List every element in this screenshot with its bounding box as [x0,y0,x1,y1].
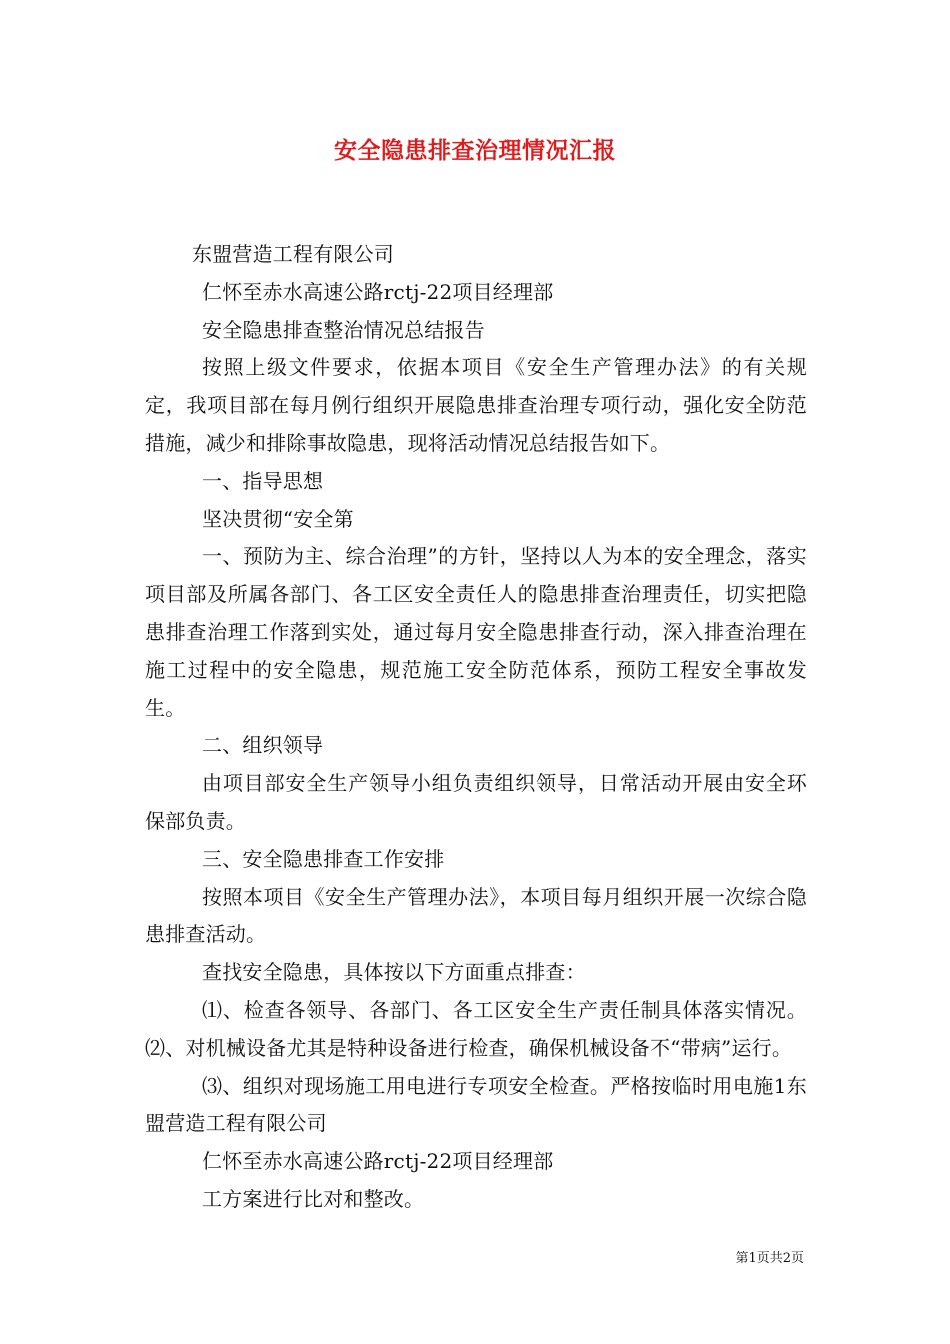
paragraph-inspection-focus: 查找安全隐患，具体按以下方面重点排查： [202,960,586,985]
page-number: 第1页共2页 [735,1251,804,1266]
document-title: 安全隐患排查治理情况汇报 [334,138,616,164]
heading-organization: 二、组织领导 [202,733,324,758]
paragraph-project-department: 仁怀至赤水高速公路rctj-22项目经理部 [202,279,554,304]
paragraph-inspection-frequency: 按照本项目《安全生产管理办法》，本项目每月组织开展一次综合隐患排查活动。 [145,884,807,947]
paragraph-rectification: 工方案进行比对和整改。 [202,1186,425,1211]
heading-inspection-arrangement: 三、安全隐患排查工作安排 [202,846,445,871]
paragraph-project-department-repeat: 仁怀至赤水高速公路rctj-22项目经理部 [202,1149,554,1174]
paragraph-item-3: ⑶、组织对现场施工用电进行专项安全检查。严格按临时用电施1东盟营造工程有限公司 [145,1073,807,1136]
paragraph-intro: 按照上级文件要求，依据本项目《安全生产管理办法》的有关规定，我项目部在每月例行组织开展隐患排查治理专项行动，强化安全防范措施，减少和排除事故隐患，现将活动情况总结报告如下。 [145,355,807,455]
paragraph-report-title: 安全隐患排查整治情况总结报告 [202,317,485,342]
paragraph-guiding-start: 坚决贯彻“安全第 [202,506,354,531]
heading-guiding-thought: 一、指导思想 [202,468,324,493]
paragraph-item-1-2: ⑴、检查各领导、各部门、各工区安全生产责任制具体落实情况。⑵、对机械设备尤其是特种设备进行检查，确保机械设备不“带病”运行。 [145,997,807,1060]
paragraph-organization: 由项目部安全生产领导小组负责组织领导，日常活动开展由安全环保部负责。 [145,771,807,833]
paragraph-guiding-policy: 一、预防为主、综合治理”的方针，坚持以人为本的安全理念，落实项目部及所属各部门、各工区安全责任人的隐患排查治理责任，切实把隐患排查治理工作落到实处，通过每月安全隐患排查行动，深入排查治理在施工过程中的安全隐患，规范施工安全防范体系，预防工程安全事故发生。 [145,544,807,720]
document-body [145,236,807,1219]
paragraph-company-name: 东盟营造工程有限公司 [192,242,394,266]
